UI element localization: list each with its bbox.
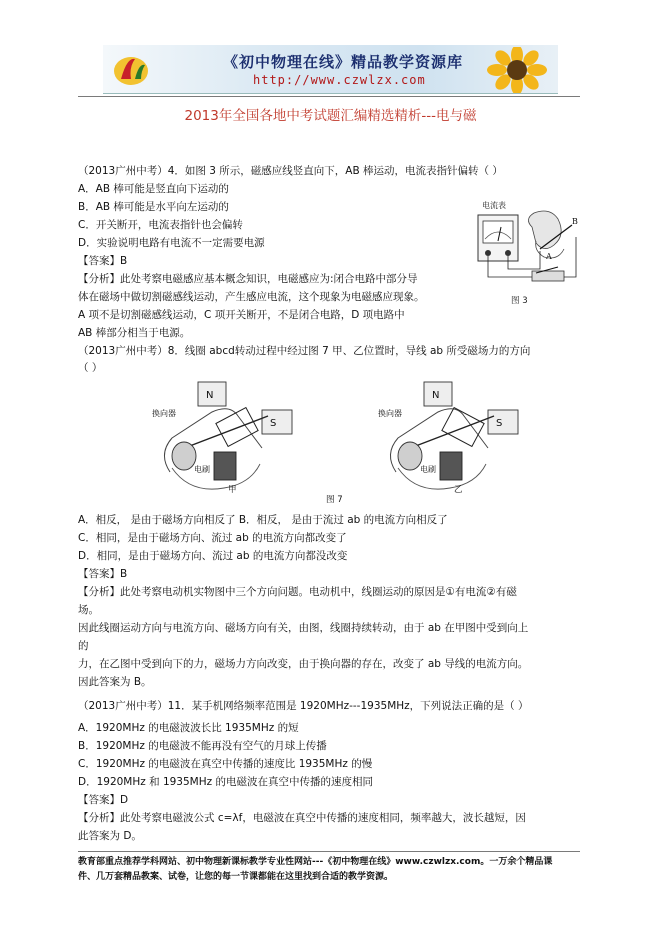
fig7-panel-jia [152, 382, 292, 495]
q11-option-b: B．1920MHz 的电磁波不能再没有空气的月球上传播 [78, 740, 327, 752]
q11-option-a: A．1920MHz 的电磁波波长比 1935MHz 的短 [78, 722, 299, 734]
sunflower-icon [484, 47, 550, 93]
site-logo-icon [111, 49, 151, 89]
fig7-brush-label-yi: 电刷 [420, 465, 436, 474]
fig7-panel-label-jia: 甲 [228, 485, 237, 495]
q4-option-b: B．AB 棒可能是水平向左运动的 [78, 201, 229, 213]
fig7-panel-label-yi: 乙 [454, 485, 463, 495]
fig7-magnet-s-jia: S [270, 418, 277, 429]
banner-title: 《初中物理在线》精品教学资源库 [223, 53, 464, 71]
fig7-magnet-n-yi: N [432, 390, 440, 401]
q8-analysis-line: 力，在乙图中受到向下的力，磁场力方向改变，由于换向器的存在，改变了 ab 导线的电流方向。 [78, 658, 529, 670]
q4-analysis-line: 【分析】此处考察电磁感应基本概念知识，电磁感应为:闭合电路中部分导 [78, 273, 418, 285]
q11-option-d: D．1920MHz 和 1935MHz 的电磁波在真空中传播的速度相同 [78, 776, 373, 788]
footer-rule [78, 851, 580, 852]
q4-option-a: A．AB 棒可能是竖直向下运动的 [78, 183, 229, 195]
q4-analysis-line: A 项不是切割磁感线运动，C 项开关断开，不是闭合电路，D 项电路中 [78, 309, 405, 321]
q8-analysis-line: 因此答案为 B。 [78, 676, 152, 688]
fig7-caption: 图 7 [326, 495, 343, 505]
footer-note: 教育部重点推荐学科网站、初中物理新课标教学专业性网站---《初中物理在线》www.czwlzx.com。一万余个精品课 件、几万套精品教案、试卷，让您的每一节课都能在这里找到合适的教学资源。 [78, 857, 553, 882]
fig7-commutator-label-jia: 换向器 [152, 409, 176, 418]
q11-option-c: C．1920MHz 的电磁波在真空中传播的速度比 1935MHz 的慢 [78, 758, 373, 770]
figure-3-galvanometer-diagram [474, 197, 584, 307]
q11-answer: 【答案】D [78, 794, 129, 806]
q8-analysis-line: 【分析】此处考察电动机实物图中三个方向问题。电动机中，线圈运动的原因是①有电流②有磁 [78, 586, 517, 598]
q8-option-ab: A．相反， 是由于磁场方向相反了 B．相反， 是由于流过 ab 的电流方向相反了 [78, 514, 448, 526]
document-title: 2013年全国各地中考试题汇编精选精析---电与磁 [184, 108, 477, 124]
fig3-meter-label: 电流表 [482, 201, 506, 210]
fig3-caption: 图 3 [511, 296, 528, 306]
figure-7-motor-diagram [150, 376, 520, 506]
q11-analysis-line: 此答案为 D。 [78, 830, 142, 842]
q4-option-c: C．开关断开，电流表指针也会偏转 [78, 219, 243, 231]
q8-analysis-line: 因此线圈运动方向与电流方向、磁场方向有关，由图，线圈持续转动，由于 ab 在甲图中受到向上 [78, 622, 529, 634]
fig7-magnet-n-jia: N [206, 390, 214, 401]
q8-analysis-line: 的 [78, 640, 89, 652]
q8-option-d: D．相同，是由于磁场方向、流过 ab 的电流方向都没改变 [78, 550, 348, 562]
q11-analysis-line: 【分析】此处考察电磁波公式 c=λf，电磁波在真空中传播的速度相同，频率越大，波长越短，因 [78, 812, 526, 824]
fig7-magnet-s-yi: S [496, 418, 503, 429]
banner-url[interactable]: http://www.czwlzx.com [253, 73, 426, 87]
q8-answer: 【答案】B [78, 568, 128, 580]
q4-option-d: D．实验说明电路有电流不一定需要电源 [78, 237, 265, 249]
q4-stem: （2013广州中考）4．如图 3 所示，磁感应线竖直向下，AB 棒运动，电流表指针偏转（ ） [78, 165, 503, 177]
q11-stem: （2013广州中考）11．某手机网络频率范围是 1920MHz---1935MHz，下列说法正确的是（ ） [78, 700, 529, 712]
fig3-letter-a: A [546, 252, 552, 261]
q4-analysis-line: 体在磁场中做切割磁感线运动，产生感应电流，这个现象为电磁感应现象。 [78, 291, 425, 303]
q8-option-c: C．相同，是由于磁场方向、流过 ab 的电流方向都改变了 [78, 532, 347, 544]
q8-stem: （2013广州中考）8．线圈 abcd转动过程中经过图 7 甲、乙位置时，导线 ab 所受磁场力的方向 [78, 345, 531, 357]
fig7-panel-yi [378, 382, 518, 495]
q4-answer: 【答案】B [78, 255, 128, 267]
q8-paren: （ ） [78, 362, 103, 374]
header-rule [78, 96, 580, 97]
fig7-brush-label-jia: 电刷 [194, 465, 210, 474]
fig7-commutator-label-yi: 换向器 [378, 409, 402, 418]
header-banner [103, 45, 558, 94]
fig3-letter-b: B [572, 217, 578, 226]
q4-analysis-line: AB 棒部分相当于电源。 [78, 327, 191, 339]
q8-analysis-line: 场。 [78, 604, 99, 616]
